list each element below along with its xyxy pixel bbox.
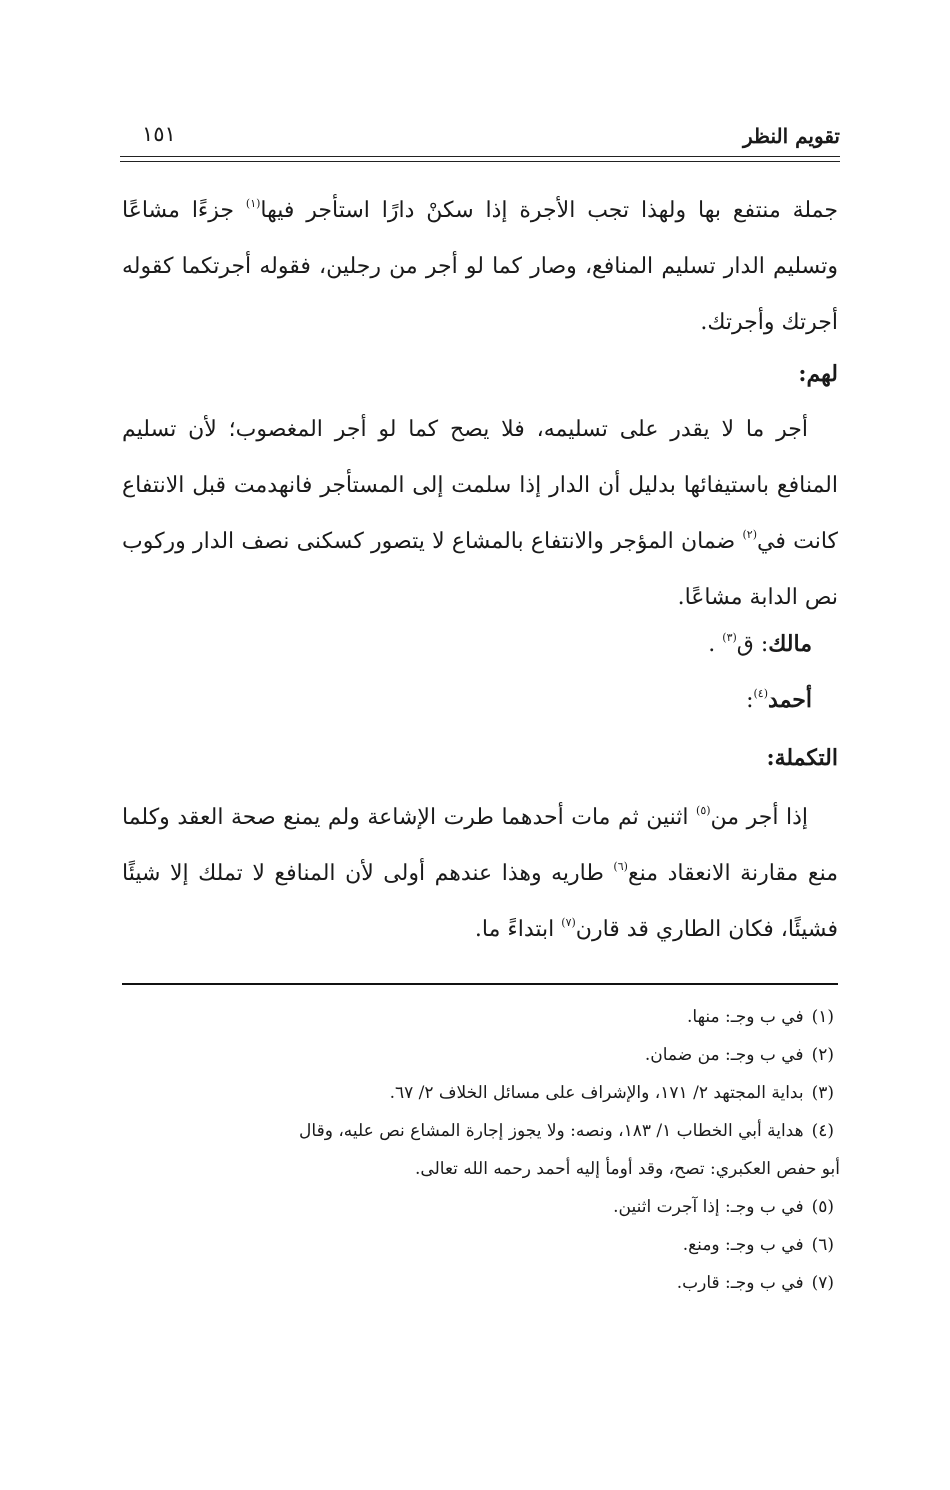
heading-malik-end: .	[708, 632, 723, 657]
footnote-text: أبو حفص العكبري: تصح، وقد أومأ إليه أحمد رحمه الله تعالى.	[415, 1159, 840, 1179]
heading-ahmad-label: أحمد	[768, 687, 812, 713]
running-header	[120, 118, 840, 158]
paragraph-2-text-b: ضمان المؤجر والانتفاع بالمشاع لا يتصور كسكنى نصف الدار وركوب نص الدابة مشاعًا.	[122, 529, 838, 610]
footnote-number: (٥)	[811, 1197, 834, 1217]
paragraph-3-text-c: طاريه وهذا عندهم أولى لأن المنافع لا تملك إلا شيئًا فشيئًا، فكان الطاري قد قارن	[122, 861, 838, 942]
footnote-continuation	[118, 1150, 840, 1188]
paragraph-3-text-b: اثنين ثم مات أحدهما طرت الإشاعة ولم يمنع صحة العقد وكلما منع مقارنة الانعقاد منع	[122, 805, 838, 886]
paragraph-2	[122, 402, 838, 626]
footnote-ref-5: (٥)	[696, 804, 711, 817]
paragraph-3-text-d: ابتداءً ما.	[474, 917, 562, 942]
footnote-ref-6: (٦)	[613, 860, 628, 873]
heading-malik	[122, 624, 812, 665]
footnote-ref-7: (٧)	[561, 916, 576, 929]
footnote-separator	[122, 983, 838, 985]
header-rule-bottom	[120, 161, 840, 162]
footnote-item	[118, 998, 840, 1036]
footnote-ref-3: (٣)	[722, 631, 737, 644]
heading-lahum: لهم:	[798, 361, 838, 387]
footnote-text: بداية المجتهد ٢/ ١٧١، والإشراف على مسائل الخلاف ٢/ ٦٧.	[389, 1083, 804, 1103]
footnote-ref-4: (٤)	[753, 687, 769, 700]
heading-malik-label: مالك	[768, 631, 812, 657]
footnote-item	[118, 1226, 840, 1264]
footnote-item	[118, 1264, 840, 1302]
header-rule-top	[120, 156, 840, 157]
footnote-text: هداية أبي الخطاب ١/ ١٨٣، ونصه: ولا يجوز إجارة المشاع نص عليه، وقال	[299, 1121, 804, 1141]
paragraph-1	[122, 183, 838, 351]
paragraph-1-text-a: جملة منتفع بها ولهذا تجب الأجرة إذا سكنْ دارًا استأجر فيها	[260, 198, 839, 223]
footnote-number: (١)	[811, 1007, 834, 1027]
footnote-item	[118, 1036, 840, 1074]
footnote-text: في ب وجـ: من ضمان.	[644, 1045, 804, 1065]
paragraph-3-text-a: إذا أجر من	[710, 805, 808, 830]
paragraph-3	[122, 790, 838, 958]
footnote-text: في ب وجـ: إذا آجرت اثنين.	[613, 1197, 804, 1217]
heading-takmila: التكملة:	[766, 745, 838, 771]
footnote-number: (٣)	[811, 1083, 834, 1103]
heading-malik-rest: : ق	[736, 632, 769, 657]
footnote-ref-2: (٢)	[742, 528, 757, 541]
footnote-text: في ب وجـ: قارب.	[676, 1273, 804, 1293]
heading-ahmad	[122, 680, 812, 721]
footnote-number: (٧)	[811, 1273, 834, 1293]
running-title: تقويم النظر	[743, 124, 840, 148]
paragraph-2-text-a: أجر ما لا يقدر على تسليمه، فلا يصح كما لو أجر المغصوب؛ لأن تسليم المنافع باستيفائها بدليل أن الدار إذا سلمت إلى المستأجر فانهدمت قبل الانتفاع كانت في	[122, 417, 838, 554]
footnote-item	[118, 1188, 840, 1226]
footnote-item	[118, 1112, 840, 1150]
page-number: ١٥١	[142, 122, 176, 146]
footnotes-list	[118, 998, 840, 1302]
footnote-ref-1: (١)	[245, 197, 261, 210]
footnote-text: في ب وجـ: منها.	[686, 1007, 804, 1027]
footnote-number: (٤)	[811, 1121, 834, 1141]
footnote-item	[118, 1074, 840, 1112]
footnote-number: (٢)	[811, 1045, 834, 1065]
heading-ahmad-end: :	[746, 688, 754, 713]
paragraph-1-text-b: جزءًا مشاعًا وتسليم الدار تسليم المنافع، وصار كما لو أجر من رجلين، فقوله أجرتكما كقوله أجرتك وأجرتك.	[122, 198, 838, 335]
footnote-text: في ب وجـ: ومنع.	[682, 1235, 804, 1255]
footnote-number: (٦)	[811, 1235, 834, 1255]
